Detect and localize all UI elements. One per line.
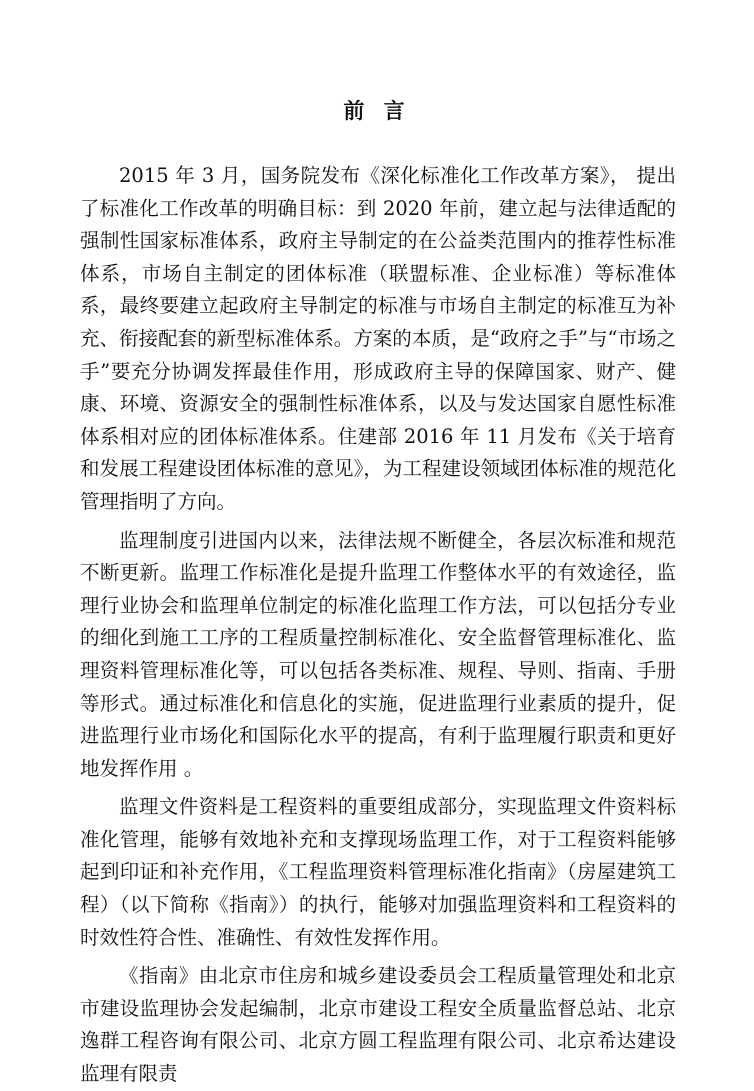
page-title: 前 言 [343,99,411,123]
paragraph-2: 监理制度引进国内以来，法律法规不断健全，各层次标准和规范不断更新。监理工作标准化是提升监理工作整体水平的有效途径，监理行业协会和监理单位制定的标准化监理工作方法，可以包括分专业的细化到施工工序的工程质量控制标准化、安全监督管理标准化、监理资料管理标准化等，可以包括各类标准、规程、导则、指南、手册等形式。通过标准化和信息化的实施，促进监理行业素质的提升，促进监理行业市场化和国际化水平的提高，有利于监理履行职责和更好地发挥作用 。 [80,528,676,780]
paragraph-1: 2015 年 3 月，国务院发布《深化标准化工作改革方案》， 提出了标准化工作改革的明确目标：到 2020 年前，建立起与法律适配的强制性国家标准体系，政府主导制定的在公益类范围内的推荐性标准体系，市场自主制定的团体标准（联盟标准、企业标准）等标准体系，最终要建立起政府主导制定的标准与市场自主制定的标准互为补充、衔接配套的新型标准体系。方案的本质，是“政府之手”与“市场之手”要充分协调发挥最佳作用，形成政府主导的保障国家、财产、健康、环境、资源安全的强制性标准体系，以及与发达国家自愿性标准体系相对应的团体标准体系。住建部 2016 年 11 月发布《关于培育和发展工程建设团体标准的意见》，为工程建设领域团体标准的规范化管理指明了方向。 [80,164,676,513]
document-body [80,160,676,1091]
paragraph-4: 《指南》由北京市住房和城乡建设委员会工程质量管理处和北京市建设监理协会发起编制，北京市建设工程安全质量监督总站、北京逸群工程咨询有限公司、北京方圆工程监理有限公司、北京希达建设监理有限责 [80,964,676,1086]
paragraph-3: 监理文件资料是工程资料的重要组成部分，实现监理文件资料标准化管理，能够有效地补充和支撑现场监理工作，对于工程资料能够起到印证和补充作用，《工程监理资料管理标准化指南》（房屋建筑工程）（以下简称《指南》）的执行，能够对加强监理资料和工程资料的时效性符合性、准确性、有效性发挥作用。 [80,795,676,949]
